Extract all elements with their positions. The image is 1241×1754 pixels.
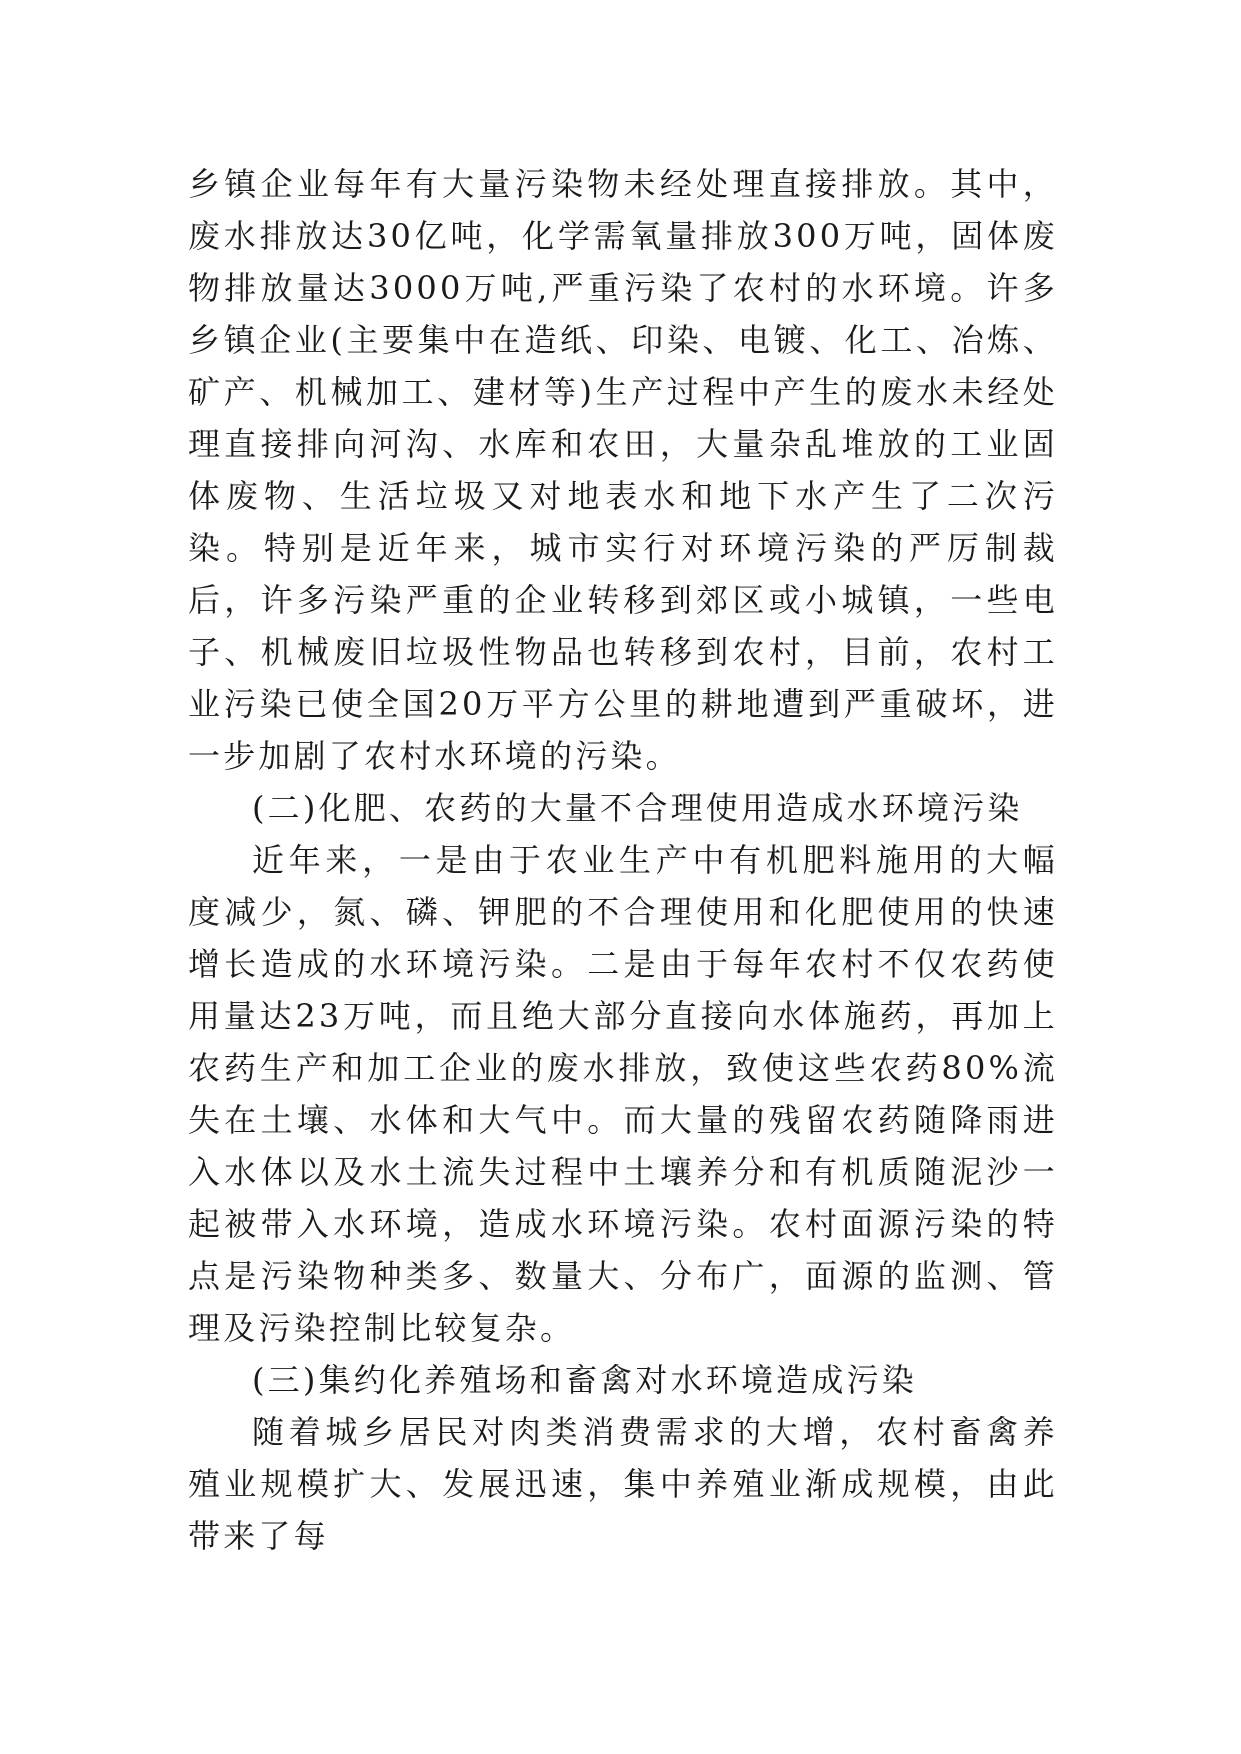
paragraph-industrial-pollution: 乡镇企业每年有大量污染物未经处理直接排放。其中，废水排放达30亿吨，化学需氧量排放300万吨，固体废物排放量达3000万吨,严重污染了农村的水环境。许多乡镇企业(主要集中在造纸、印染、电镀、化工、冶炼、矿产、机械加工、建材等)生产过程中产生的废水未经处理直接排向河沟、水库和农田，大量杂乱堆放的工业固体废物、生活垃圾又对地表水和地下水产生了二次污染。特别是近年来，城市实行对环境污染的严厉制裁后，许多污染严重的企业转移到郊区或小城镇，一些电子、机械废旧垃圾性物品也转移到农村，目前，农村工业污染已使全国20万平方公里的耕地遭到严重破坏，进一步加剧了农村水环境的污染。 [188, 165, 1058, 775]
section-heading-fertilizer-pesticide: (二)化肥、农药的大量不合理使用造成水环境污染 [252, 789, 1023, 827]
paragraph-fertilizer-pesticide: 近年来，一是由于农业生产中有机肥料施用的大幅度减少，氮、磷、钾肥的不合理使用和化肥使用的快速增长造成的水环境污染。二是由于每年农村不仅农药使用量达23万吨，而且绝大部分直接向水体施药，再加上农药生产和加工企业的废水排放，致使这些农药80%流失在土壤、水体和大气中。而大量的残留农药随降雨进入水体以及水土流失过程中土壤养分和有机质随泥沙一起被带入水环境，造成水环境污染。农村面源污染的特点是污染物种类多、数量大、分布广，面源的监测、管理及污染控制比较复杂。 [188, 841, 1058, 1347]
document-body [188, 158, 1058, 1562]
section-heading-livestock: (三)集约化养殖场和畜禽对水环境造成污染 [252, 1361, 917, 1399]
paragraph-livestock: 随着城乡居民对肉类消费需求的大增，农村畜禽养殖业规模扩大、发展迅速，集中养殖业渐成规模，由此带来了每 [188, 1413, 1058, 1555]
